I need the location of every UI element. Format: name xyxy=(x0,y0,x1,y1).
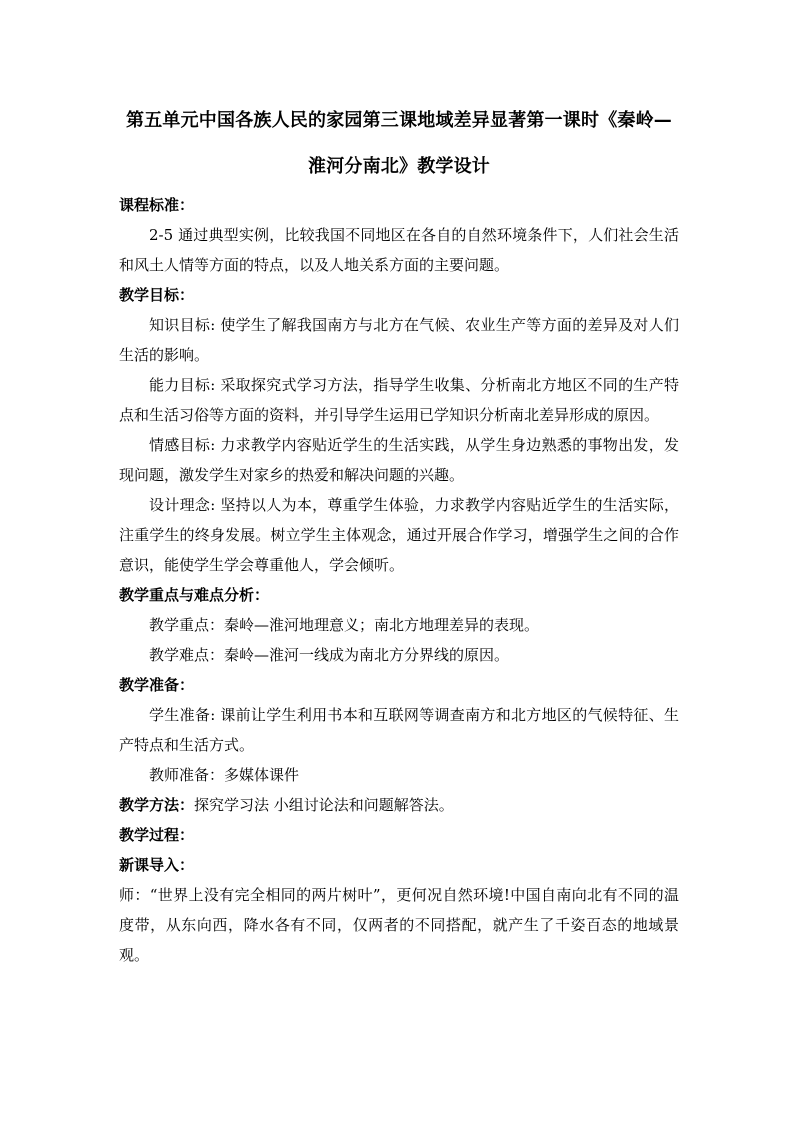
intro-heading: 新课导入： xyxy=(119,856,195,874)
document-title: 第五单元中国各族人民的家园第三课地域差异显著第一课时《秦岭—淮河分南北》教学设计 xyxy=(126,110,672,177)
curriculum-text: 2-5 通过典型实例，比较我国不同地区在各自的自然环境条件下，人们社会生活和风土人情等方面的特点，以及人地关系方面的主要问题。 xyxy=(119,226,679,274)
process-heading: 教学过程： xyxy=(119,826,195,844)
design-concept: 设计理念: 坚持以人为本，尊重学生体验，力求教学内容贴近学生的生活实际，注重学生的终身发展。树立学生主体观念，通过开展合作学习，增强学生之间的合作意识，能使学生学会尊重他人，学会倾听。 xyxy=(119,496,679,574)
key-points-heading: 教学重点与难点分析： xyxy=(119,586,270,604)
knowledge-goal: 知识目标: 使学生了解我国南方与北方在气候、农业生产等方面的差异及对人们生活的影响。 xyxy=(119,316,679,364)
document-page xyxy=(119,98,679,970)
ability-goal: 能力目标: 采取探究式学习方法，指导学生收集、分析南北方地区不同的生产特点和生活习俗等方面的资料，并引导学生运用已学知识分析南北差异形成的原因。 xyxy=(119,376,679,424)
intro-text: 师：“世界上没有完全相同的两片树叶”，更何况自然环境!中国自南向北有不同的温度带，从东向西，降水各有不同，仅两者的不同搭配，就产生了千姿百态的地域景观。 xyxy=(119,886,679,964)
teacher-prep: 教师准备：多媒体课件 xyxy=(149,766,300,784)
difficult-point: 教学难点：秦岭—淮河一线成为南北方分界线的原因。 xyxy=(149,646,510,664)
preparation-heading: 教学准备： xyxy=(119,676,195,694)
method-heading: 教学方法： xyxy=(119,796,195,814)
objectives-heading: 教学目标： xyxy=(119,286,195,304)
student-prep: 学生准备: 课前让学生利用书本和互联网等调查南方和北方地区的气候特征、生产特点和生活方式。 xyxy=(119,706,679,754)
method-row xyxy=(119,790,679,820)
emotion-goal: 情感目标: 力求教学内容贴近学生的生活实践，从学生身边熟悉的事物出发，发现问题，激发学生对家乡的热爱和解决问题的兴趣。 xyxy=(119,436,679,484)
method-text: 探究学习法 小组讨论法和问题解答法。 xyxy=(194,796,454,814)
curriculum-heading: 课程标准： xyxy=(119,196,195,214)
key-point: 教学重点：秦岭—淮河地理意义；南北方地理差异的表现。 xyxy=(149,616,540,634)
